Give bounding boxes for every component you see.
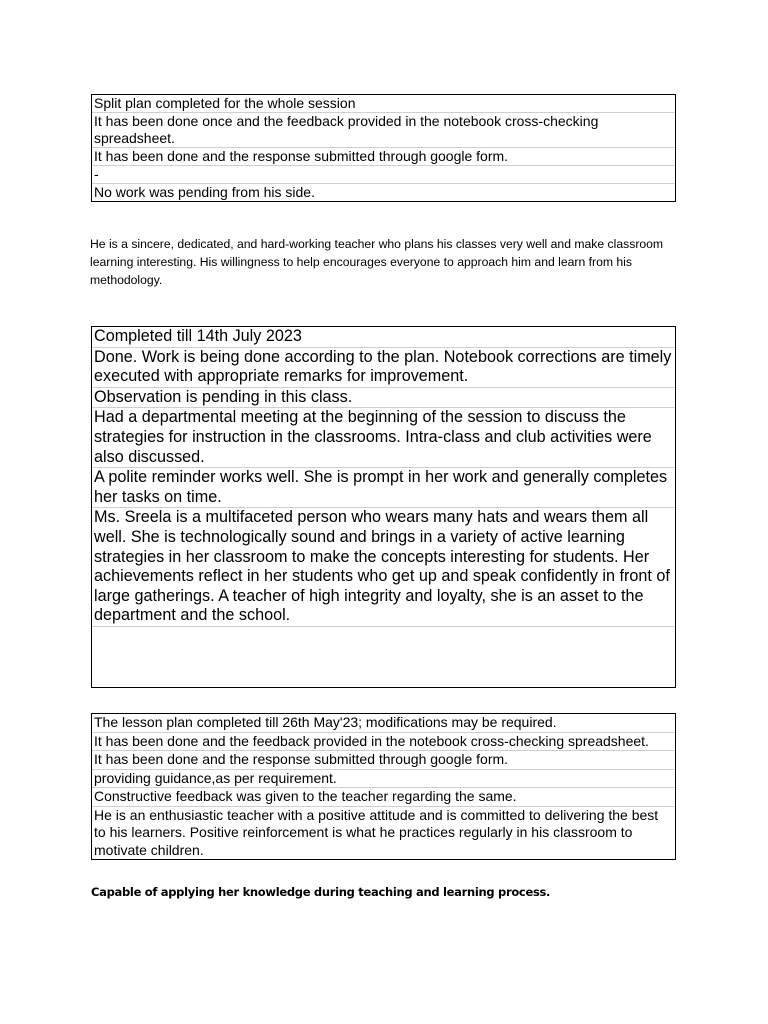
table-row: Done. Work is being done according to the plan. Notebook corrections are timely executed with appropriate remarks for improvement. <box>92 348 675 388</box>
table-row: Completed till 14th July 2023 <box>92 327 675 348</box>
table-row: Split plan completed for the whole session <box>92 95 675 113</box>
table-row: It has been done and the feedback provided in the notebook cross-checking spreadsheet. <box>92 733 675 752</box>
table-row: The lesson plan completed till 26th May'23; modifications may be required. <box>92 714 675 733</box>
table-row: providing guidance,as per requirement. <box>92 770 675 789</box>
table-row: Observation is pending in this class. <box>92 388 675 409</box>
table-row: No work was pending from his side. <box>94 184 315 200</box>
bold-note: Capable of applying her knowledge during teaching and learning process. <box>91 885 551 899</box>
teacher-summary-paragraph: He is a sincere, dedicated, and hard-working teacher who plans his classes very well and make classroom learning interesting. His willingness to help encourages everyone to approach him and learn from his methodology. <box>90 237 664 287</box>
table-row-empty <box>92 627 675 687</box>
remarks-table-3 <box>91 713 676 860</box>
table-row: It has been done once and the feedback provided in the notebook cross-checking spreadsheet. <box>92 113 675 148</box>
remarks-table-2 <box>91 326 676 688</box>
table-row: It has been done and the response submitted through google form. <box>92 751 675 770</box>
table-row: - <box>92 166 675 184</box>
table-row: It has been done and the response submitted through google form. <box>92 148 675 166</box>
table-row: He is an enthusiastic teacher with a positive attitude and is committed to delivering the best to his learners. Positive reinforcement is what he practices regularly in his classroom to motivate children. <box>94 806 663 858</box>
remarks-table-1 <box>91 94 676 202</box>
table-row: Constructive feedback was given to the teacher regarding the same. <box>92 788 675 807</box>
table-row: Ms. Sreela is a multifaceted person who wears many hats and wears them all well. She is technologically sound and brings in a variety of active learning strategies in her classroom to make the concepts interesting for students. Her achievements reflect in her students who get up and speak confidently in front of large gatherings. A teacher of high integrity and loyalty, she is an asset to the department and the school. <box>92 508 675 627</box>
table-row: A polite reminder works well. She is prompt in her work and generally completes her tasks on time. <box>92 468 675 508</box>
table-row: Had a departmental meeting at the beginning of the session to discuss the strategies for instruction in the classrooms. Intra-class and club activities were also discussed. <box>92 408 675 468</box>
